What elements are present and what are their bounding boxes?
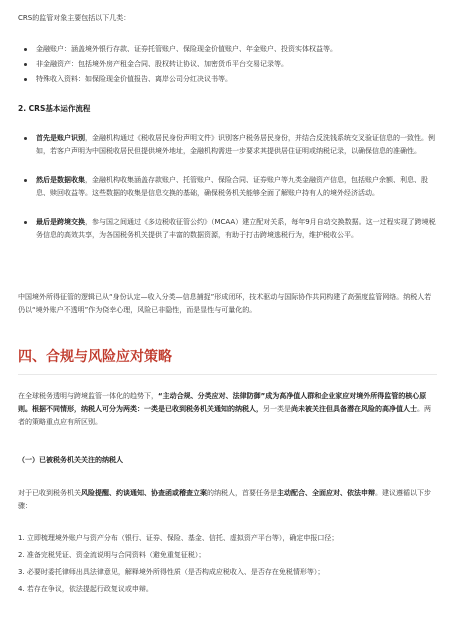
step-text: ，金融机构通过《税收居民身份声明文件》识别客户税务居民身份，并结合反洗钱系统交叉验证信息的一致性。例如，若客户声明为中国税收居民但提供境外地址，金融机构需进一步要求其提供居住证明或纳税记录，以确保信息的准确性。	[36, 134, 435, 155]
list-item: 2. 准备完税凭证、资金流说明与合同资料（避免重复征税）；	[18, 551, 206, 559]
strategy-intro-paragraph	[18, 390, 437, 429]
heading-divider	[18, 374, 437, 375]
list-item: 金融账户：涵盖境外银行存款、证券托管账户、保险现金价值账户、年金账户、投资实体权益等。	[18, 43, 437, 56]
para-bold: “主动合规、分类应对、法律防御”成为高净值人群和企业家应对境外所得监管的核心原则。根据不同情形，纳税人可分为两类：一类是已收到税务机关通知的纳税人，	[18, 392, 427, 413]
list-item	[18, 216, 437, 242]
section-heading-crs-process: 2. CRS基本运作流程	[18, 104, 91, 113]
para-text: 的纳税人，首要任务是	[207, 489, 277, 497]
list-item: 特殊收入资料：如保险现金价值报告、离岸公司分红决议书等。	[18, 73, 437, 86]
list-item: 非金融资产：包括境外房产租金合同、股权转让协议、加密货币平台交易记录等。	[18, 58, 437, 71]
list-item: 4. 若存在争议，依法提起行政复议或申辩。	[18, 585, 153, 593]
subsection-heading-notified: （一）已被税务机关关注的纳税人	[18, 456, 123, 464]
list-item	[18, 132, 437, 158]
step-lead: 然后是数据收集	[36, 176, 85, 184]
para-text: 对于已收到税务机关	[18, 489, 81, 497]
intro-text: CRS的监管对象主要包括以下几类：	[18, 14, 131, 22]
step-lead: 最后是跨境交换	[36, 218, 85, 226]
list-item: 3. 必要时委托律师出具法律意见，解释境外所得性质（是否构成应税收入、是否存在免税情形等）；	[18, 568, 325, 576]
step-text: ，金融机构收集涵盖存款账户、托管账户、保险合同、证券账户等九类金融资产信息，包括账户余额、利息、股息、赎回收益等。这些数据的收集是信息交换的基础，确保税务机关能够全面了解账户持有人的境外经济活动。	[36, 176, 428, 197]
summary-paragraph: 中国境外所得征管的逻辑已从“身份认定—收入分类—信息捕捉”形成闭环，技术驱动与国际协作共同构建了高强度监管网络。纳税人若仍以“境外账户不透明”作为侥幸心理，风险已非隐性，而是显性与可量化的。	[18, 293, 432, 314]
step-text: ，参与国之间通过《多边税收征管公约》（MCAA）建立配对关系，每年9月自动交换数据。这一过程实现了跨境税务信息的高效共享，为各国税务机关提供了丰富的数据资源，有助于打击跨境逃税行为，维护税收公平。	[36, 218, 436, 239]
steps-list	[18, 532, 437, 600]
para-text: 。两者的策略重点应有所区别。	[18, 405, 431, 426]
crs-process-list	[18, 132, 437, 258]
para-bold: 主动配合、全面应对、依法申辩	[277, 489, 375, 497]
crs-targets-list	[18, 43, 437, 88]
para-bold: 尚未被关注但具备潜在风险的高净值人士	[291, 405, 417, 413]
list-item: 1. 立即梳理境外账户与资产分布（银行、证券、保险、基金、信托、虚拟资产平台等），确定申报口径；	[18, 534, 339, 542]
para-bold: 风险提醒、约谈通知、协查函或稽查立案	[81, 489, 207, 497]
section-heading-compliance: 四、合规与风险应对策略	[18, 349, 172, 365]
list-item	[18, 174, 437, 200]
para-text: 。建议遵循以下步骤：	[18, 489, 431, 510]
step-lead: 首先是账户识别	[36, 134, 85, 142]
para-text: 在全球税务透明与跨境监管一体化的趋势下，	[18, 392, 158, 400]
para-text: 另一类是	[263, 405, 291, 413]
notified-paragraph	[18, 487, 437, 513]
